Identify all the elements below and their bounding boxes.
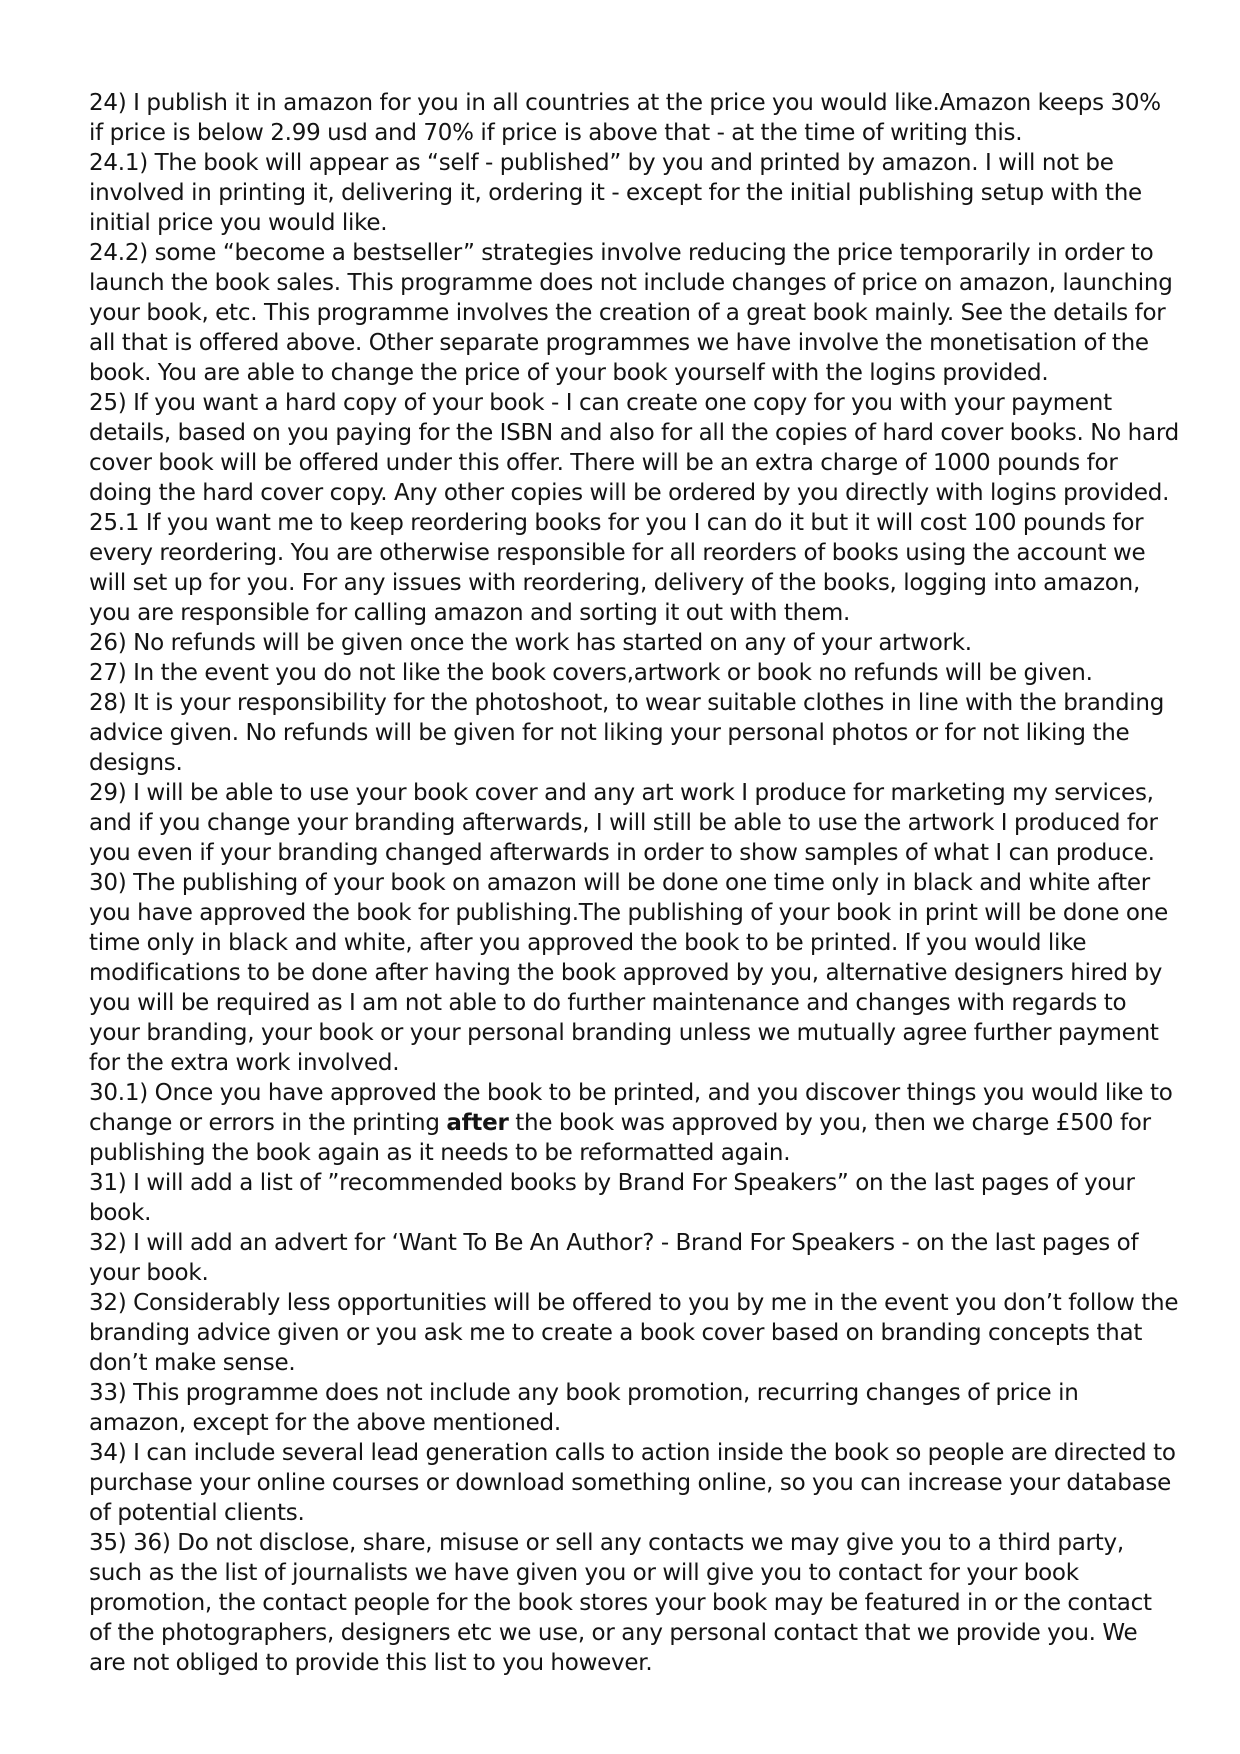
clause-30-1-text-before: 30.1) Once you have approved the book to be printed, and you discover things you would like to change or errors in the printing [89,1080,1173,1136]
terms-document [89,88,1179,1678]
clause-34: 34) I can include several lead generation calls to action inside the book so people are directed to purchase your online courses or download something online, so you can increase your database of potential clients. [89,1440,1176,1526]
clause-30: 30) The publishing of your book on amazon will be done one time only in black and white after you have approved the book for publishing.The publishing of your book in print will be done one time only in black and white, after you approved the book to be printed. If you would like modifications to be done after having the book approved by you, alternative designers hired by you will be required as I am not able to do further maintenance and changes with regards to your branding, your book or your personal branding unless we mutually agree further payment for the extra work involved. [89,870,1168,1076]
clause-28: 28) It is your responsibility for the photoshoot, to wear suitable clothes in line with the branding advice given. No refunds will be given for not liking your personal photos or for not liking the designs. [89,690,1165,776]
clause-25: 25) If you want a hard copy of your book - I can create one copy for you with your payment details, based on you paying for the ISBN and also for all the copies of hard cover books. No hard cover book will be offered under this offer. There will be an extra charge of 1000 pounds for doing the hard cover copy. Any other copies will be ordered by you directly with logins provided. [89,390,1179,506]
clause-30-1-text-after: the book was approved by you, then we charge £500 for publishing the book again as it needs to be reformatted again. [89,1110,1151,1166]
clause-29: 29) I will be able to use your book cover and any art work I produce for marketing my services, and if you change your branding afterwards, I will still be able to use the artwork I produced for you even if your branding changed afterwards in order to show samples of what I can produce. [89,780,1158,866]
clause-27: 27) In the event you do not like the book covers,artwork or book no refunds will be given. [89,660,1093,686]
clause-24-2: 24.2) some “become a bestseller” strategies involve reducing the price temporarily in order to launch the book sales. This programme does not include changes of price on amazon, launching your book, etc. This programme involves the creation of a great book mainly. See the details for all that is offered above. Other separate programmes we have involve the monetisation of the book. You are able to change the price of your book yourself with the logins provided. [89,240,1173,386]
clause-30-1 [89,1078,1179,1168]
clause-33: 33) This programme does not include any book promotion, recurring changes of price in amazon, except for the above mentioned. [89,1380,1079,1436]
clause-25-1: 25.1 If you want me to keep reordering books for you I can do it but it will cost 100 pounds for every reordering. You are otherwise responsible for all reorders of books using the account we will set up for you. For any issues with reordering, delivery of the books, logging into amazon, you are responsible for calling amazon and sorting it out with them. [89,510,1146,626]
clause-24-1: 24.1) The book will appear as “self - published” by you and printed by amazon. I will not be involved in printing it, delivering it, ordering it - except for the initial publishing setup with the initial price you would like. [89,150,1142,236]
clause-32-advert: 32) I will add an advert for ‘Want To Be An Author? - Brand For Speakers - on the last pages of your book. [89,1230,1139,1286]
clause-30-1-emphasis: after [446,1110,509,1136]
clause-32-opportunities: 32) Considerably less opportunities will be offered to you by me in the event you don’t follow the branding advice given or you ask me to create a book cover based on branding concepts that don’t make sense. [89,1290,1179,1376]
clause-26: 26) No refunds will be given once the work has started on any of your artwork. [89,630,972,656]
clause-31: 31) I will add a list of ”recommended books by Brand For Speakers” on the last pages of your book. [89,1170,1135,1226]
clause-24: 24) I publish it in amazon for you in all countries at the price you would like.Amazon keeps 30% if price is below 2.99 usd and 70% if price is above that - at the time of writing this. [89,90,1161,146]
clause-35-36: 35) 36) Do not disclose, share, misuse or sell any contacts we may give you to a third party, such as the list of journalists we have given you or will give you to contact for your book promotion, the contact people for the book stores your book may be featured in or the contact of the photographers, designers etc we use, or any personal contact that we provide you. We are not obliged to provide this list to you however. [89,1530,1152,1676]
